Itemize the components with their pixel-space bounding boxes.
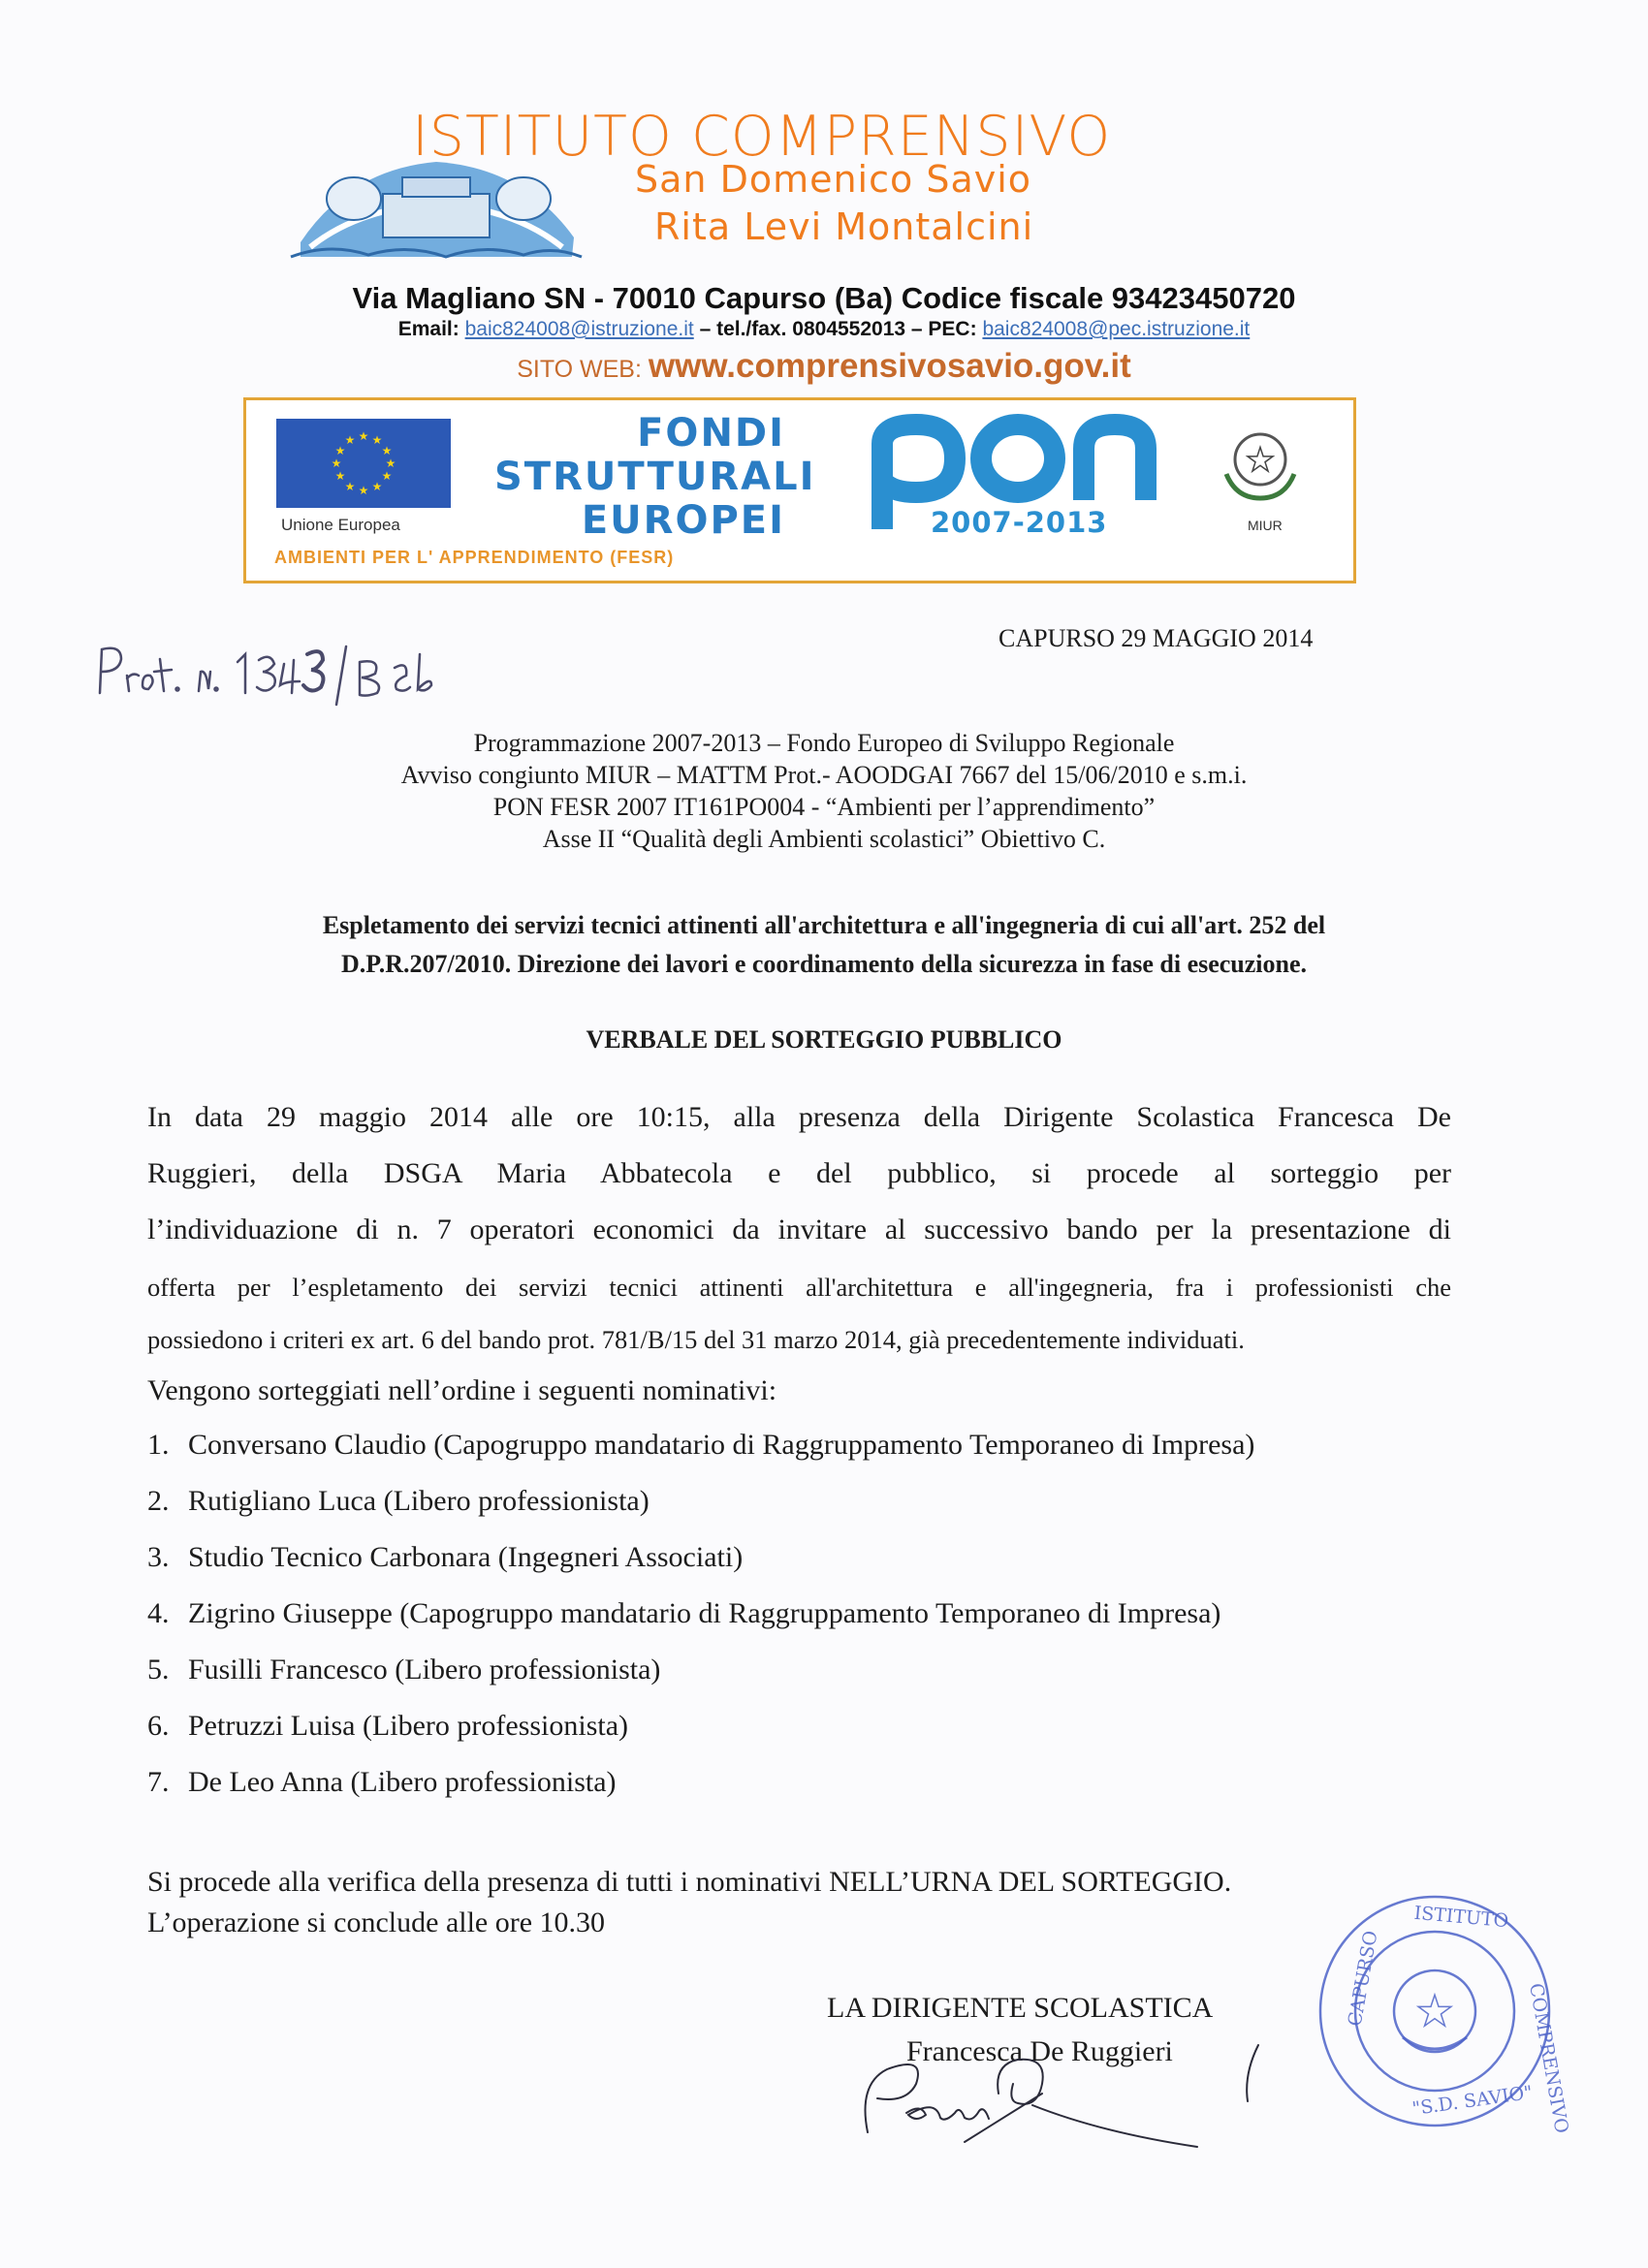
school-subtitle-2: Rita Levi Montalcini — [654, 205, 1034, 248]
svg-text:★: ★ — [344, 433, 356, 447]
list-number: 6. — [147, 1710, 170, 1742]
subject-line: Espletamento dei servizi tecnici attinenti all'architettura e all'ingegneria di cui all'art. 252 del — [322, 911, 1326, 939]
svg-text:★: ★ — [334, 469, 346, 483]
handwritten-signature — [848, 2026, 1284, 2152]
email-link[interactable]: baic824008@istruzione.it — [464, 318, 694, 340]
website-link[interactable]: www.comprensivosavio.gov.it — [648, 347, 1131, 385]
program-line: Asse II “Qualità degli Ambienti scolastici” Obiettivo C. — [542, 825, 1106, 853]
paragraph-line: Vengono sorteggiati nell’ordine i seguenti nominativi: — [147, 1374, 777, 1406]
list-item — [147, 1766, 1254, 1822]
svg-text:COMPRENSIVO: COMPRENSIVO — [1525, 1981, 1572, 2135]
school-stamp-icon — [1314, 1890, 1572, 2135]
list-item — [147, 1710, 1254, 1766]
svg-text:★: ★ — [358, 484, 369, 497]
school-name: ISTITUTO COMPRENSIVO — [412, 105, 1112, 169]
paragraph-line: In data 29 maggio 2014 alle ore 10:15, alla presenza della Dirigente Scolastica Francesca De — [147, 1101, 1451, 1133]
contact-line — [0, 318, 1648, 341]
italian-republic-emblem-icon — [1217, 421, 1304, 503]
svg-text:★: ★ — [1415, 1987, 1454, 2036]
eu-label: Unione Europea — [281, 516, 400, 534]
paragraph-line: offerta per l’espletamento dei servizi tecnici attinenti all'architettura e all'ingegneria, fra i professionisti che — [147, 1273, 1451, 1302]
eu-flag-icon — [276, 419, 451, 508]
list-number: 7. — [147, 1766, 170, 1798]
svg-text:CAPURSO: CAPURSO — [1344, 1929, 1382, 2029]
drawn-names-list — [147, 1429, 1254, 1822]
list-text: Conversano Claudio (Capogruppo mandatario di Raggruppamento Temporaneo di Impresa) — [188, 1429, 1255, 1461]
ambienti-label: AMBIENTI PER L' APPRENDIMENTO (FESR) — [274, 548, 675, 567]
signer-name: Francesca De Ruggieri — [906, 2035, 1173, 2067]
paragraph-line: l’individuazione di n. 7 operatori economici da invitare al successivo bando per la presentazione di — [147, 1213, 1451, 1245]
phone-text: – tel./fax. 0804552013 – PEC: — [693, 318, 983, 340]
website-label: SITO WEB: — [517, 356, 649, 383]
pon-years: 2007-2013 — [931, 506, 1108, 539]
website-line — [0, 347, 1648, 386]
list-text: Fusilli Francesco (Libero professionista) — [188, 1654, 661, 1685]
svg-text:★: ★ — [381, 469, 393, 483]
svg-text:"S.D. SAVIO": "S.D. SAVIO" — [1410, 2081, 1535, 2121]
program-heading — [0, 727, 1648, 855]
svg-text:★: ★ — [371, 480, 383, 493]
signer-role: LA DIRIGENTE SCOLASTICA — [827, 1992, 1214, 2024]
handwritten-protocol-number — [92, 625, 441, 712]
fondi-line-3: EUROPEI — [581, 498, 785, 543]
svg-text:★: ★ — [358, 429, 369, 443]
subject-line: D.P.R.207/2010. Direzione dei lavori e coordinamento della sicurezza in fase di esecuzione. — [340, 950, 1308, 978]
miur-label: MIUR — [1248, 518, 1283, 533]
program-line: Avviso congiunto MIUR – MATTM Prot.- AOODGAI 7667 del 15/06/2010 e s.m.i. — [400, 761, 1248, 789]
list-text: Rutigliano Luca (Libero professionista) — [188, 1485, 650, 1517]
list-text: Studio Tecnico Carbonara (Ingegneri Associati) — [188, 1541, 744, 1573]
fondi-line-2: STRUTTURALI — [494, 455, 816, 499]
svg-text:★: ★ — [385, 457, 396, 470]
svg-text:★: ★ — [334, 444, 346, 457]
list-item — [147, 1485, 1254, 1541]
pec-link[interactable]: baic824008@pec.istruzione.it — [982, 318, 1251, 340]
program-line: Programmazione 2007-2013 – Fondo Europeo di Sviluppo Regionale — [473, 729, 1175, 757]
paragraph-line: possiedono i criteri ex art. 6 del bando prot. 781/B/15 del 31 marzo 2014, già precedentemente individuati. — [147, 1325, 1245, 1354]
closing-line: Si procede alla verifica della presenza di tutti i nominativi NELL’URNA DEL SORTEGGIO. — [147, 1866, 1232, 1898]
list-text: De Leo Anna (Libero professionista) — [188, 1766, 617, 1798]
school-address: Via Magliano SN - 70010 Capurso (Ba) Codice fiscale 93423450720 — [352, 281, 1296, 315]
list-item — [147, 1597, 1254, 1654]
paragraph-line: Ruggieri, della DSGA Maria Abbatecola e del pubblico, si procede al sorteggio per — [147, 1157, 1451, 1189]
list-number: 5. — [147, 1654, 170, 1685]
program-line: PON FESR 2007 IT161PO004 - “Ambienti per l’apprendimento” — [492, 793, 1156, 821]
verbale-title: VERBALE DEL SORTEGGIO PUBBLICO — [586, 1025, 1062, 1054]
school-subtitle-1: San Domenico Savio — [635, 158, 1032, 201]
svg-text:★: ★ — [371, 433, 383, 447]
svg-text:★: ★ — [344, 480, 356, 493]
svg-text:★: ★ — [331, 457, 342, 470]
list-item — [147, 1541, 1254, 1597]
list-text: Petruzzi Luisa (Libero professionista) — [188, 1710, 629, 1742]
svg-text:★: ★ — [1245, 441, 1276, 480]
list-number: 4. — [147, 1597, 170, 1629]
closing-line: L’operazione si conclude alle ore 10.30 — [147, 1906, 606, 1938]
list-item — [147, 1654, 1254, 1710]
fondi-strutturali-logo — [494, 411, 816, 543]
list-number: 2. — [147, 1485, 170, 1517]
svg-text:★: ★ — [381, 444, 393, 457]
fondi-line-1: FONDI — [637, 411, 785, 456]
svg-text:ISTITUTO: ISTITUTO — [1412, 1902, 1509, 1933]
list-text: Zigrino Giuseppe (Capogruppo mandatario di Raggruppamento Temporaneo di Impresa) — [188, 1597, 1221, 1629]
email-label: Email: — [397, 318, 460, 340]
list-number: 3. — [147, 1541, 170, 1573]
document-subject — [145, 906, 1503, 984]
list-number: 1. — [147, 1429, 170, 1461]
list-item — [147, 1429, 1254, 1485]
document-date: CAPURSO 29 MAGGIO 2014 — [998, 624, 1314, 652]
